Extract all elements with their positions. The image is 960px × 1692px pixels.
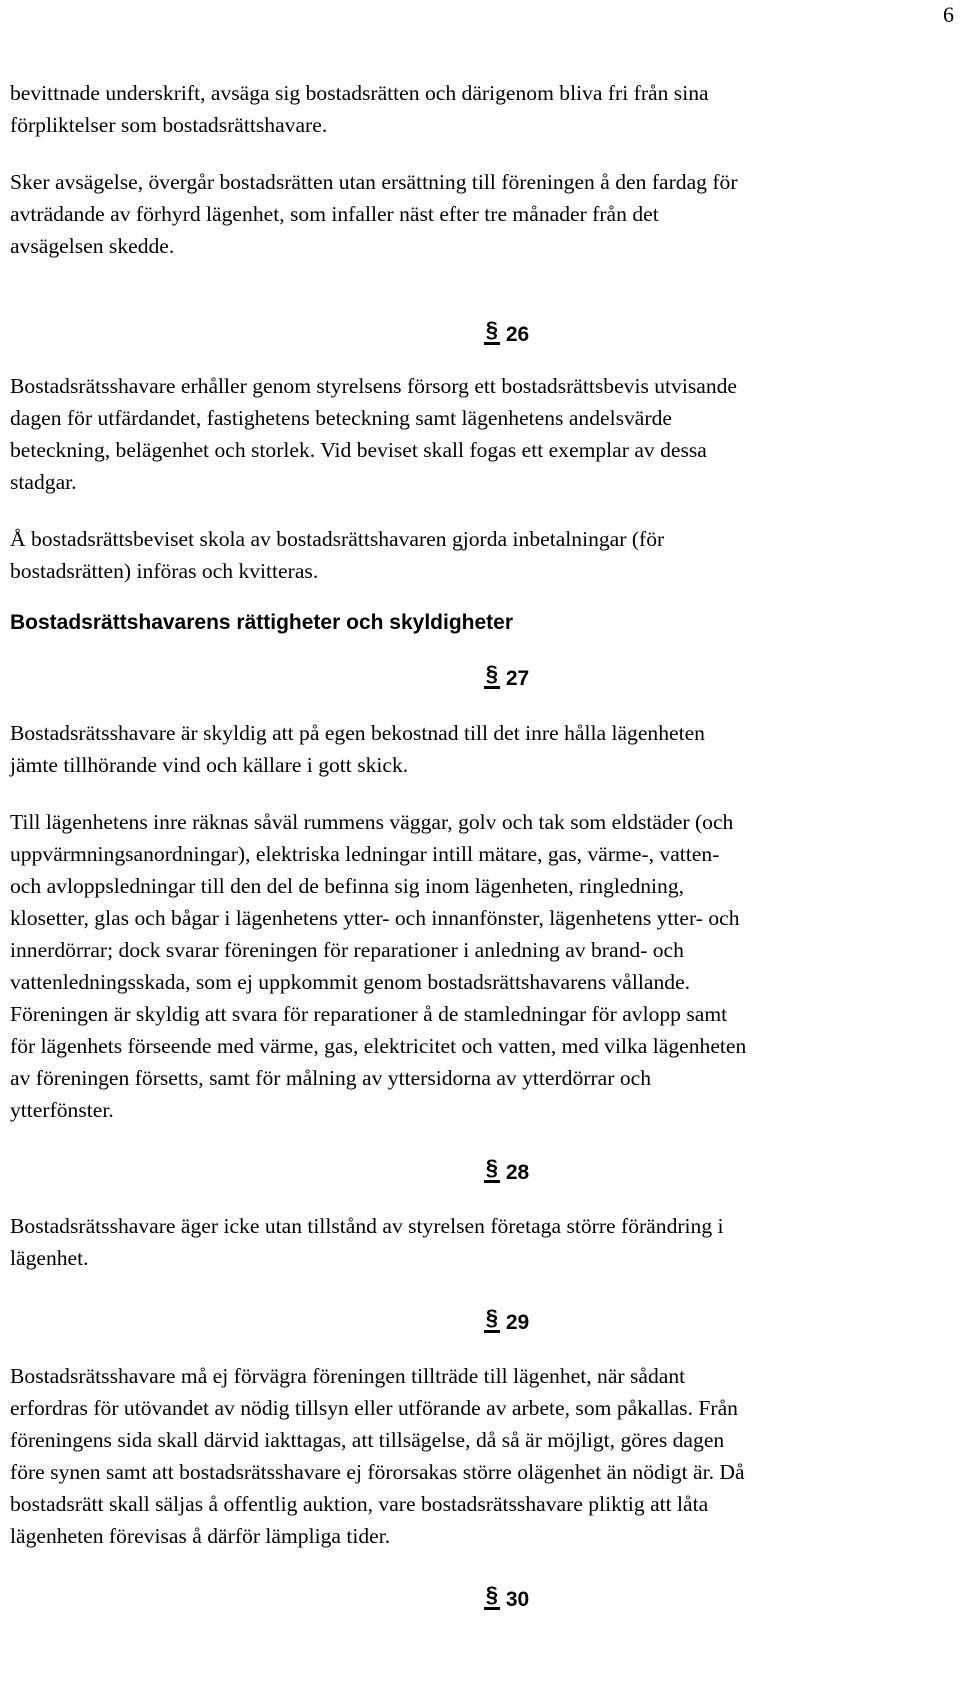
paragraph-renunciation-effect: Sker avsägelse, övergår bostadsrätten utan ersättning till föreningen å den fardag för avträdande av förhyrd lägenhet, som infaller näst efter tre månader från det avsägelsen skedde. [10,170,738,258]
paragraph-maintenance-duty: Bostadsrätsshavare är skyldig att på egen bekostnad till det inre hålla lägenheten jämte tillhörande vind och källare i gott skick. [10,721,705,777]
section-heading-28 [10,1155,958,1188]
section-heading-26 [10,317,958,350]
paragraph-renunciation-signature: bevittnade underskrift, avsäga sig bostadsrätten och därigenom bliva fri från sina förpliktelser som bostadsrättshavare. [10,81,709,137]
section-symbol-icon: § [483,665,501,689]
section-symbol-icon: § [483,1586,501,1610]
section-number-30: 30 [505,1588,530,1611]
section-number-28: 28 [505,1161,530,1184]
section-number-27: 27 [505,667,530,690]
document-body [10,77,958,1615]
chapter-heading-rights-duties: Bostadsrättshavarens rättigheter och skyldigheter [10,611,513,634]
paragraph-alterations: Bostadsrätsshavare äger icke utan tillstånd av styrelsen företaga större förändring i lägenhet. [10,1214,724,1270]
section-symbol-icon: § [483,1159,501,1183]
paragraph-certificate: Bostadsrätsshavare erhåller genom styrelsens försorg ett bostadsrättsbevis utvisande dagen för utfärdandet, fastighetens beteckning samt lägenhetens andelsvärde beteckning, belägenhet och storlek. Vid beviset skall fogas ett exemplar av dessa stadgar. [10,374,738,494]
section-symbol-icon: § [483,321,501,345]
page-number: 6 [943,2,954,27]
section-number-29: 29 [505,1311,530,1334]
section-heading-27 [10,661,958,694]
paragraph-access: Bostadsrätsshavare må ej förvägra föreningen tillträde till lägenhet, när sådant erfordras för utövandet av nödig tillsyn eller utförande av arbete, som påkallas. Från föreningens sida skall därvid iakttagas, att tillsägelse, då så är möjligt, göres dagen före synen samt att bostadsrätsshavare ej förorsakas större olägenhet än nödigt är. Då bostadsrätt skall säljas å offentlig auktion, vare bostadsrätsshavare pliktig att låta lägenheten förevisas å därför lämpliga tider. [10,1364,745,1548]
section-symbol-icon: § [483,1309,501,1333]
section-heading-30 [10,1582,958,1615]
section-heading-29 [10,1305,958,1338]
section-number-26: 26 [505,323,530,346]
paragraph-certificate-payments: Å bostadsrättsbeviset skola av bostadsrättshavaren gjorda inbetalningar (för bostadsrätten) införas och kvitteras. [10,527,665,583]
paragraph-interior-definition: Till lägenhetens inre räknas såväl rummens väggar, golv och tak som eldstäder (och uppvärmningsanordningar), elektriska ledningar intill mätare, gas, värme-, vatten- och avloppsledningar till den del de befinna sig inom lägenheten, ringledning, klosetter, glas och bågar i lägenhetens ytter- och innanfönster, lägenhetens ytter- och innerdörrar; dock svarar föreningen för reparationer i anledning av brand- och vattenledningsskada, som ej uppkommit genom bostadsrättshavarens vållande. Föreningen är skyldig att svara för reparationer å de stamledningar för avlopp samt för lägenhets förseende med värme, gas, elektricitet och vatten, med vilka lägenheten av föreningen försetts, samt för målning av yttersidorna av ytterdörrar och ytterfönster. [10,810,747,1122]
